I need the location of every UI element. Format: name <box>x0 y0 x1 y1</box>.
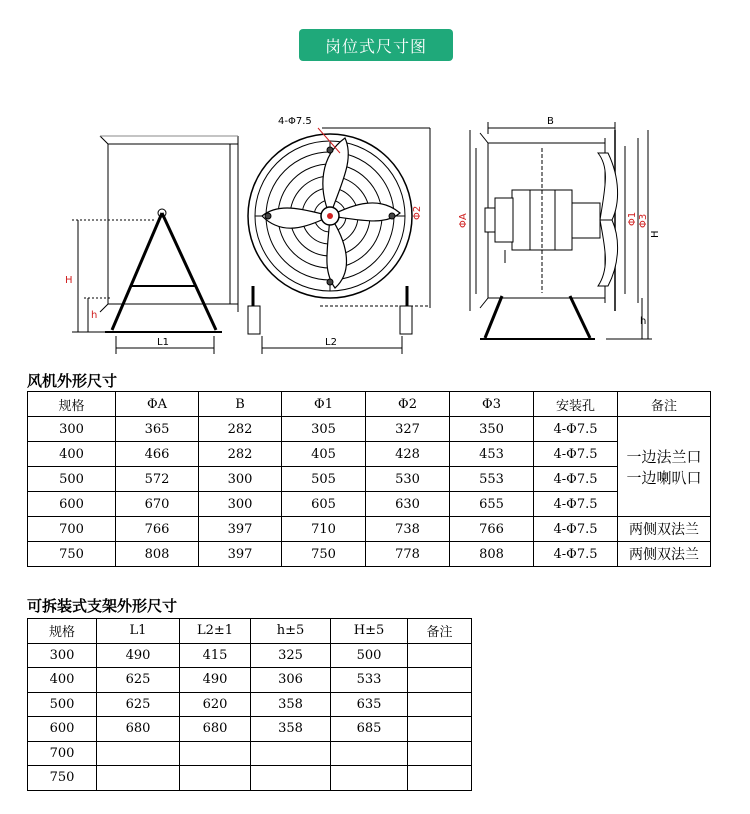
side-dim-H: H <box>65 275 73 286</box>
cell: 655 <box>450 492 534 517</box>
cell: 750 <box>28 542 116 567</box>
page-title: 岗位式尺寸图 <box>299 29 453 61</box>
side-dim-h: h <box>91 310 98 321</box>
cell: 4-Φ7.5 <box>534 442 618 467</box>
table-row <box>28 643 472 668</box>
cell: 397 <box>199 542 282 567</box>
table-row <box>28 467 711 492</box>
cell: 282 <box>199 442 282 467</box>
cell: 625 <box>97 692 180 717</box>
remark-line: 一边法兰口 <box>626 447 702 466</box>
cell: 305 <box>282 417 366 442</box>
cell: 500 <box>331 643 408 668</box>
cell: 505 <box>282 467 366 492</box>
cell <box>180 741 251 766</box>
table-header-row <box>28 619 472 644</box>
cell: 700 <box>28 741 97 766</box>
section-dim-H: H <box>650 230 661 238</box>
dimension-drawing <box>50 108 690 358</box>
cell <box>408 692 472 717</box>
cell: 553 <box>450 467 534 492</box>
cell: 808 <box>450 542 534 567</box>
stand-dimension-table <box>27 618 472 791</box>
fan-table-title: 风机外形尺寸 <box>27 372 118 390</box>
table-row <box>28 517 711 542</box>
cell: 766 <box>116 517 199 542</box>
cell: 533 <box>331 668 408 693</box>
col-header: ΦA <box>116 392 199 417</box>
front-holes-label: 4-Φ7.5 <box>278 116 312 127</box>
cell: 670 <box>116 492 199 517</box>
table-row <box>28 717 472 742</box>
cell: 365 <box>116 417 199 442</box>
front-dim-phi2: Φ2 <box>412 205 423 220</box>
col-header: 备注 <box>408 619 472 644</box>
section-dim-phiA: ΦA <box>458 213 469 228</box>
cell: 620 <box>180 692 251 717</box>
remark-cell: 两侧双法兰 <box>618 542 711 567</box>
cell: 750 <box>28 766 97 791</box>
col-header: 备注 <box>618 392 711 417</box>
cell: 605 <box>282 492 366 517</box>
col-header: Φ2 <box>366 392 450 417</box>
cell: 466 <box>116 442 199 467</box>
cell: 300 <box>28 417 116 442</box>
table-row <box>28 692 472 717</box>
cell: 738 <box>366 517 450 542</box>
side-view <box>72 136 238 354</box>
cell: 327 <box>366 417 450 442</box>
cell: 428 <box>366 442 450 467</box>
cell: 400 <box>28 442 116 467</box>
table-row <box>28 442 711 467</box>
table-row <box>28 766 472 791</box>
col-header: 规格 <box>28 392 116 417</box>
cell: 300 <box>199 467 282 492</box>
table-row <box>28 668 472 693</box>
cell: 680 <box>180 717 251 742</box>
front-view <box>248 128 430 354</box>
cell: 572 <box>116 467 199 492</box>
cell: 4-Φ7.5 <box>534 492 618 517</box>
cell: 397 <box>199 517 282 542</box>
cell: 4-Φ7.5 <box>534 542 618 567</box>
cell: 400 <box>28 668 97 693</box>
cell: 300 <box>199 492 282 517</box>
cell: 710 <box>282 517 366 542</box>
cell: 766 <box>450 517 534 542</box>
cell <box>408 741 472 766</box>
col-header: L1 <box>97 619 180 644</box>
col-header: h±5 <box>251 619 331 644</box>
cell: 350 <box>450 417 534 442</box>
section-dim-B: B <box>547 116 554 127</box>
cell: 630 <box>366 492 450 517</box>
section-dim-phi1: Φ1 <box>627 211 638 226</box>
fan-dimension-table <box>27 391 711 567</box>
cell: 282 <box>199 417 282 442</box>
cell: 600 <box>28 717 97 742</box>
cell: 625 <box>97 668 180 693</box>
cell: 500 <box>28 467 116 492</box>
col-header: 规格 <box>28 619 97 644</box>
cell <box>331 766 408 791</box>
cell <box>180 766 251 791</box>
cell: 778 <box>366 542 450 567</box>
cell: 530 <box>366 467 450 492</box>
cell <box>408 717 472 742</box>
col-header: Φ3 <box>450 392 534 417</box>
table-row <box>28 417 711 442</box>
cell: 635 <box>331 692 408 717</box>
cell: 490 <box>180 668 251 693</box>
cell: 700 <box>28 517 116 542</box>
remark-cell: 两侧双法兰 <box>618 517 711 542</box>
cell <box>331 741 408 766</box>
cell <box>408 643 472 668</box>
cell: 306 <box>251 668 331 693</box>
cell: 4-Φ7.5 <box>534 517 618 542</box>
cell <box>408 668 472 693</box>
cell: 358 <box>251 717 331 742</box>
cell: 4-Φ7.5 <box>534 417 618 442</box>
table-row <box>28 542 711 567</box>
cell: 358 <box>251 692 331 717</box>
cell <box>97 741 180 766</box>
stand-table-title: 可拆装式支架外形尺寸 <box>27 597 178 615</box>
cell: 453 <box>450 442 534 467</box>
cell: 500 <box>28 692 97 717</box>
front-dim-L2: L2 <box>325 337 337 348</box>
cell: 750 <box>282 542 366 567</box>
cell <box>251 741 331 766</box>
remark-line: 一边喇叭口 <box>626 468 702 487</box>
col-header: Φ1 <box>282 392 366 417</box>
col-header: 安装孔 <box>534 392 618 417</box>
section-dim-h: h <box>640 316 647 327</box>
side-dim-L1: L1 <box>157 337 169 348</box>
cell: 808 <box>116 542 199 567</box>
col-header: B <box>199 392 282 417</box>
table-header-row <box>28 392 711 417</box>
col-header: H±5 <box>331 619 408 644</box>
cell: 600 <box>28 492 116 517</box>
col-header: L2±1 <box>180 619 251 644</box>
cell: 685 <box>331 717 408 742</box>
section-dim-phi3: Φ3 <box>638 213 649 228</box>
cell <box>97 766 180 791</box>
cell <box>251 766 331 791</box>
cell: 4-Φ7.5 <box>534 467 618 492</box>
cell: 300 <box>28 643 97 668</box>
cell: 405 <box>282 442 366 467</box>
remark-cell <box>618 417 711 517</box>
cell: 325 <box>251 643 331 668</box>
cell: 490 <box>97 643 180 668</box>
cell: 680 <box>97 717 180 742</box>
table-row <box>28 741 472 766</box>
section-view <box>470 122 652 339</box>
table-row <box>28 492 711 517</box>
cell <box>408 766 472 791</box>
cell: 415 <box>180 643 251 668</box>
